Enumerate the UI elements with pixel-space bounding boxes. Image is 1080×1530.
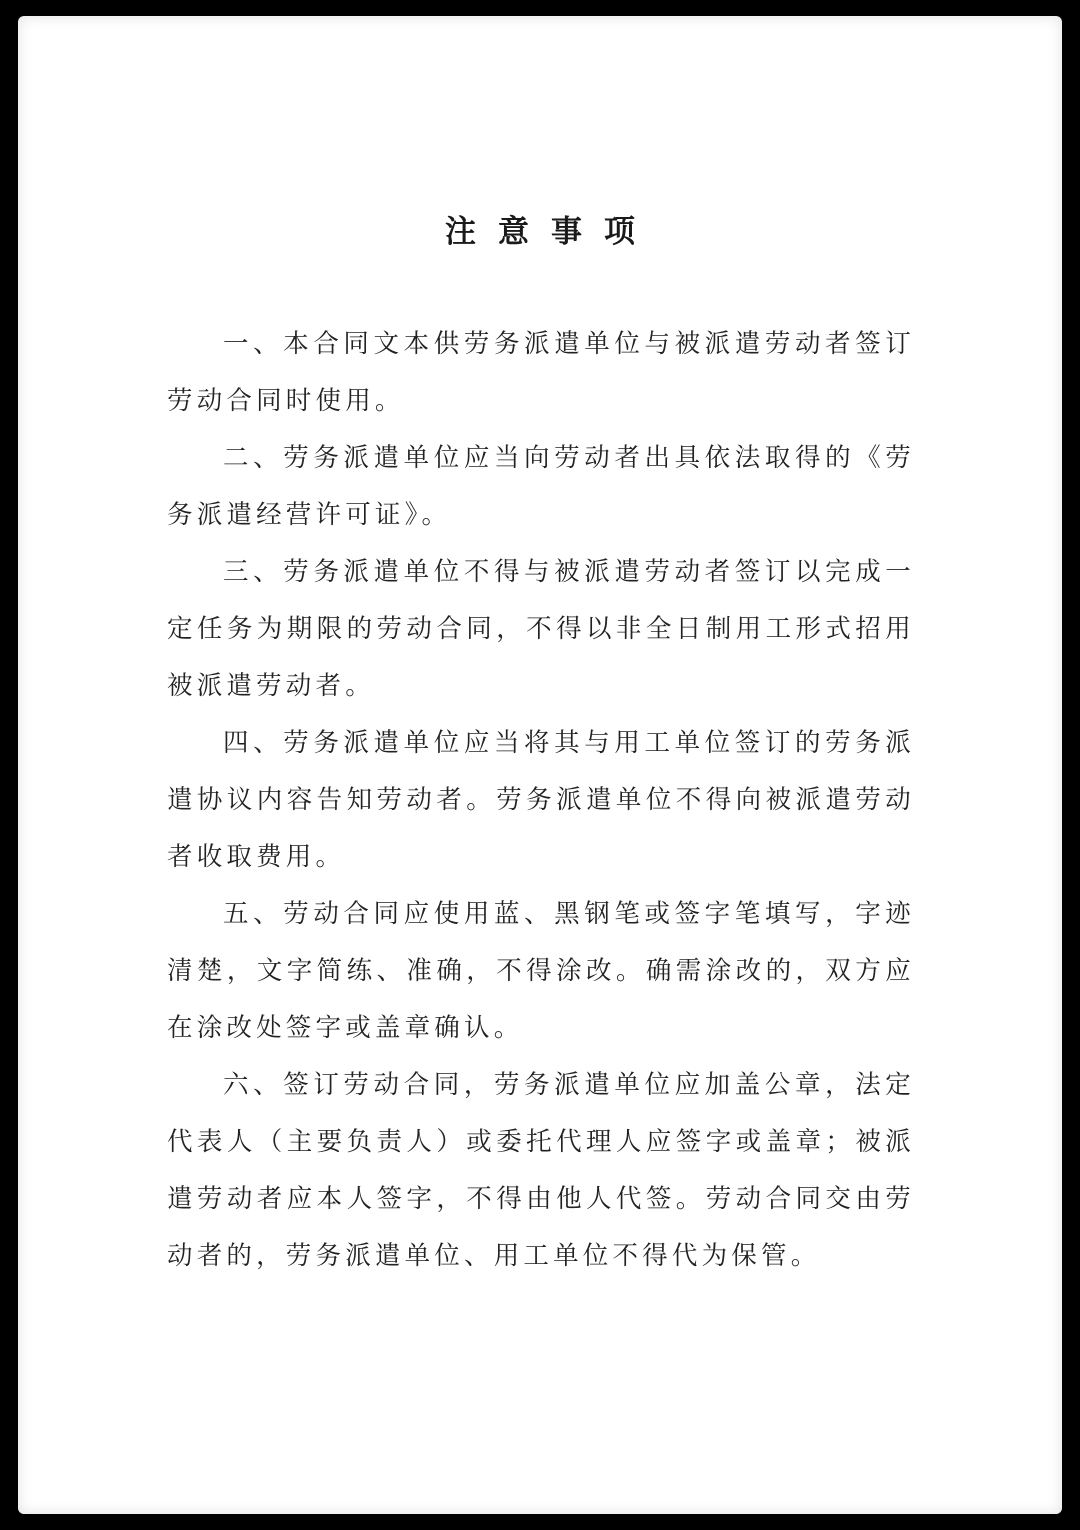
notice-item-2: 二、劳务派遣单位应当向劳动者出具依法取得的《劳务派遣经营许可证》。 (167, 443, 915, 530)
notice-item-5: 五、劳动合同应使用蓝、黑钢笔或签字笔填写，字迹清楚，文字简练、准确，不得涂改。确需涂改的，双方应在涂改处签字或盖章确认。 (167, 899, 915, 1043)
notice-item-1: 一、本合同文本供劳务派遣单位与被派遣劳动者签订劳动合同时使用。 (167, 329, 915, 416)
notice-item-3: 三、劳务派遣单位不得与被派遣劳动者签订以完成一定任务为期限的劳动合同，不得以非全日制用工形式招用被派遣劳动者。 (167, 557, 915, 701)
notice-item-6: 六、签订劳动合同，劳务派遣单位应加盖公章，法定代表人（主要负责人）或委托代理人应签字或盖章；被派遣劳动者应本人签字，不得由他人代签。劳动合同交由劳动者的，劳务派遣单位、用工单位不得代为保管。 (167, 1070, 915, 1271)
document-title: 注意事项 (445, 214, 657, 250)
document-page (18, 16, 1062, 1514)
notice-item-4: 四、劳务派遣单位应当将其与用工单位签订的劳务派遣协议内容告知劳动者。劳务派遣单位不得向被派遣劳动者收取费用。 (167, 728, 915, 872)
document-body (167, 316, 915, 1285)
